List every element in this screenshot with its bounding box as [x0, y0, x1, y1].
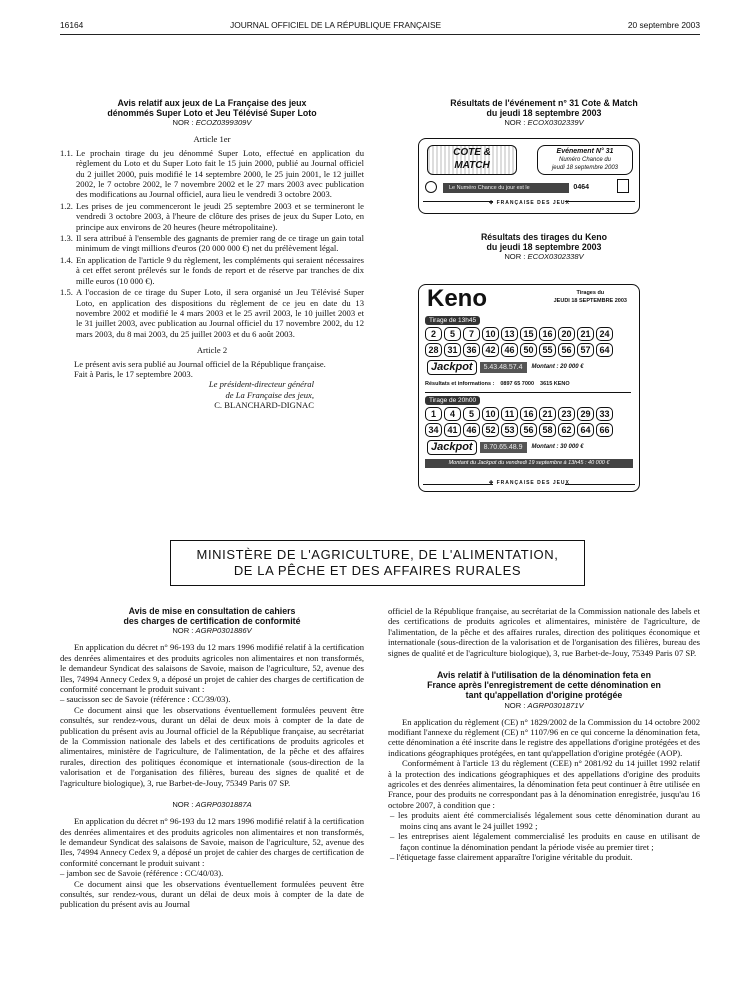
keno-nor: NOR : ECOX0302338V: [504, 252, 584, 262]
loto-fait: Fait à Paris, le 17 septembre 2003.: [74, 368, 193, 379]
keno-ball: 5: [444, 327, 461, 341]
loto-sig-name: C. BLANCHARD-DIGNAC: [214, 400, 314, 411]
minitel-icon: [617, 179, 629, 193]
feta-title-line2: France après l'enregistrement de cette dénomination en: [427, 680, 661, 691]
loto-title-line2: dénommés Super Loto et Jeu Télévisé Super Loto: [107, 108, 317, 119]
keno-ball: 16: [539, 327, 556, 341]
cahiers-p3: En application du décret n° 96-193 du 12 mars 1996 modifié relatif à la certification des denrées alimentaires et des produits agricoles non alimentaires et non transformés, le demandeur Syndicat des salaisons de Savoie, maison de l'agriculture, 52, avenue des Iles, 74994 Annecy Cedex 9, a déposé un projet de cahier des charges de certification de conformité concernant le produit suivant :: [60, 816, 364, 868]
keno-logo: Keno: [427, 285, 487, 312]
cote-title-line2: du jeudi 18 septembre 2003: [486, 108, 602, 119]
cahiers-p2: Ce document ainsi que les observations éventuellement formulées peuvent être consultés, sur rendez-vous, durant un délai de deux mois à compter de la date de publication du présent avis au Journal officiel de la République française, au secrétariat de la Commission nationale des labels et des certifications de produits agricoles et alimentaires, ministère de l'agriculture, de l'alimentation, de la pêche et des affaires rurales, direction des politiques économique et internationale (sous-direction de la valorisation et de l'organisation des filières, bureau des signes de qualité et de l'agriculture biologique), 3, rue Barbet-de-Jouy, 75349 Paris 07 SP.: [60, 704, 364, 788]
loto-sig-line1: Le président-directeur général: [208, 379, 314, 390]
keno-ball: 57: [577, 343, 594, 357]
cahiers-nor: NOR : AGRP0301886V: [172, 626, 252, 636]
cahiers-p4-continued: officiel de la République française, au secrétariat de la Commission nationale des labels et des certifications de produits agricoles et alimentaires, ministère de l'agriculture, de l'alimentation, de la pêche et des affaires rurales, direction des politiques économique et internationale (sous-direction de la valorisation et de l'organisation des filières, bureau des signes de qualité et de l'agriculture biologique), 3, rue Barbet-de-Jouy, 75349 Paris 07 SP.: [388, 606, 700, 658]
keno-ball: 64: [596, 343, 613, 357]
keno-ball: 56: [558, 343, 575, 357]
cote-nor: NOR : ECOX0302339V: [504, 118, 584, 128]
keno-ball: 46: [501, 343, 518, 357]
keno-ball: 36: [463, 343, 480, 357]
keno-ball: 15: [520, 327, 537, 341]
cote-match-logo: COTE & MATCH: [427, 145, 517, 175]
cote-event-box: Evénement N° 31 Numéro Chance du jeudi 18 septembre 2003: [537, 145, 633, 175]
keno-ball: 24: [596, 327, 613, 341]
keno-ball: 21: [577, 327, 594, 341]
avis-super-loto: [60, 98, 364, 411]
cote-title-line1: Résultats de l'événement n° 31 Cote & Match: [450, 98, 638, 108]
loto-title-line1: Avis relatif aux jeux de La Française des jeux: [117, 98, 307, 108]
cahiers-nor2: NOR : AGRP0301887A: [172, 800, 252, 810]
keno-ball: 58: [539, 423, 556, 437]
keno-fdj-logo: ✤ FRANÇAISE DES JEUX: [489, 479, 570, 486]
loto-article2: Article 2: [196, 345, 228, 356]
cote-match-section: [388, 98, 700, 134]
keno-ball: 23: [558, 407, 575, 421]
keno-ball: 42: [482, 343, 499, 357]
keno-ball: 33: [596, 407, 613, 421]
keno-title-line1: Résultats des tirages du Keno: [480, 232, 608, 242]
cahiers-p4: Ce document ainsi que les observations éventuellement formulées peuvent être consultés, sur rendez-vous, durant un délai de deux mois à compter de la date de publication du présent avis au Journal: [60, 878, 364, 910]
keno-ball: 56: [520, 423, 537, 437]
draw2-row2: [425, 423, 639, 437]
feta-condition: – les produits aient été commercialisés légalement sous cette dénomination durant au moins cinq ans avant le 24 juillet 1992 ;: [390, 810, 700, 831]
keno-ball: 31: [444, 343, 461, 357]
keno-ball: 13: [501, 327, 518, 341]
draw1-row1: [425, 327, 639, 341]
feta-title-line1: Avis relatif à l'utilisation de la dénomination feta en: [437, 670, 651, 681]
keno-ball: 16: [520, 407, 537, 421]
right-bottom-column: [388, 606, 700, 862]
journal-title: JOURNAL OFFICIEL DE LA RÉPUBLIQUE FRANÇAISE: [230, 20, 442, 30]
feta-condition: – les entreprises aient légalement commercialisé les produits en cause en utilisant de façon continue la dénomination pendant la période visée au premier tiret ;: [390, 831, 700, 852]
keno-ball: 66: [596, 423, 613, 437]
cahiers-title-line2: des charges de certification de conformité: [123, 616, 301, 627]
draw1-jackpot: Jackpot 5.43.48.57.4 Montant : 20 000 €: [427, 360, 639, 375]
keno-info: Résultats et informations : 0897 65 7000 3615 KENO: [425, 381, 631, 393]
draw1-row2: [425, 343, 639, 357]
keno-ball: 21: [539, 407, 556, 421]
keno-ball: 64: [577, 423, 594, 437]
feta-nor: NOR : AGRP0301871V: [504, 700, 584, 710]
loto-item: 1.1. Le prochain tirage du jeu dénommé Super Loto, effectué en application du règlement du Loto et du Super Loto fait le 15 juin 2000, publié au Journal officiel du 2 juillet 2000, puis modifié le 14 septembre 2000, le 25 juin 2001, le 12 juillet 2002, le 7 octobre 2002, le 7 novembre 2002 et le 27 mars 2003 avec publication des modifications au Journal officiel, aura lieu le vendredi 3 octobre 2003.: [60, 147, 364, 200]
keno-ball: 11: [501, 407, 518, 421]
feta-title-line3: tant qu'appellation d'origine protégée: [465, 690, 623, 701]
keno-ball: 50: [520, 343, 537, 357]
feta-p2: Conformément à l'article 13 du règlement (CEE) n° 2081/92 du 14 juillet 1992 relatif à la protection des indications géographiques et des appellations d'origine des produits agricoles et des denrées alimentaires, la dénomination feta peut continuer à être utilisée en France, pour des produits ne correspondant pas à la dénomination enregistrée, jusqu'au 16 octobre 2007, à condition que :: [388, 758, 700, 810]
avis-cahiers: [60, 606, 364, 910]
keno-title-line2: du jeudi 18 septembre 2003: [486, 242, 602, 253]
keno-ball: 29: [577, 407, 594, 421]
cahiers-p1-item: – saucisson sec de Savoie (référence : CC/39/03).: [60, 694, 231, 705]
fdj-logo: ✤ FRANÇAISE DES JEUX: [489, 200, 570, 206]
draw2-label: Tirage de 20h00: [425, 396, 480, 405]
draw2-jackpot: Jackpot 8.70.65.48.9 Montant : 30 000 €: [427, 440, 639, 455]
keno-ball: 41: [444, 423, 461, 437]
keno-ball: 5: [463, 407, 480, 421]
header-rule: [60, 34, 700, 35]
loto-nor: NOR : ECOZ0399309V: [172, 118, 252, 128]
keno-ball: 2: [425, 327, 442, 341]
keno-ball: 62: [558, 423, 575, 437]
feta-conditions: [388, 810, 700, 862]
keno-ball: 10: [482, 327, 499, 341]
cote-match-ticket: [418, 138, 640, 214]
keno-ticket: [418, 284, 640, 492]
page-header: [60, 20, 700, 34]
keno-tirages-date: Tirages du JEUDI 18 SEPTEMBRE 2003: [553, 290, 627, 304]
keno-ball: 46: [463, 423, 480, 437]
loto-sig-line2: de La Française des jeux,: [225, 389, 314, 400]
keno-ball: 34: [425, 423, 442, 437]
loto-item: 1.2. Les prises de jeu commenceront le jeudi 25 septembre 2003 et se termineront le vendredi 3 octobre 2003, à l'heure de clôture des prises de jeux du Super Loto, en principe aux environs de 20 heures (heure métropolitaine).: [60, 200, 364, 232]
keno-ball: 28: [425, 343, 442, 357]
page-number: 16164: [60, 20, 84, 30]
loto-item: 1.3. Il sera attribué à l'ensemble des gagnants de premier rang de ce tirage un gain total minimum de vingt millions d'euros (20 000 000 €) net du prélèvement légal.: [60, 233, 364, 254]
loto-item: 1.5. A l'occasion de ce tirage du Super Loto, il sera organisé un Jeu Télévisé Super Loto, en application des dispositions du règlement de ce jeu en date du 13 novembre 2002 et modifié le 4 mars 2003 et le 25 avril 2003, le 10 juillet 2003 et le 31 juillet 2003, avec publication au Journal officiel du 17 novembre 2002, du 12 mars 2003, du 8 mai 2003, du 25 juillet 2003 et du 6 août 2003.: [60, 287, 364, 339]
cahiers-title-line1: Avis de mise en consultation de cahiers: [128, 606, 296, 616]
feta-p1: En application du règlement (CE) n° 1829/2002 de la Commission du 14 octobre 2002 modifiant l'annexe du règlement (CE) n° 1107/96 en ce qui concerne la dénomination feta, cette dénomination a été inscrite dans le registre des appellations d'origine protégées et des indications géographiques protégées, en tant qu'appellation d'origine protégée (AOP).: [388, 716, 701, 758]
issue-date: 20 septembre 2003: [627, 20, 700, 30]
cahiers-p3-item: – jambon sec de Savoie (référence : CC/40/03).: [60, 868, 224, 879]
loto-art2-text: Le présent avis sera publié au Journal officiel de la République française.: [74, 358, 326, 369]
ministry-heading: MINISTÈRE DE L'AGRICULTURE, DE L'ALIMENTATION, DE LA PÊCHE ET DES AFFAIRES RURALES: [170, 540, 585, 586]
keno-ball: 10: [482, 407, 499, 421]
loto-article1: Article 1er: [193, 134, 231, 145]
loto-items: [60, 148, 364, 339]
keno-ball: 53: [501, 423, 518, 437]
keno-jackpot-strip: Montant du Jackpot du vendredi 19 septembre à 13h45 : 40 000 €: [425, 459, 633, 468]
keno-ball: 1: [425, 407, 442, 421]
loto-item: 1.4. En application de l'article 9 du règlement, les compléments qui seraient nécessaires à cet effet seront prélevés sur le fonds de report et de réserve par tranches de dix mille euros (10 000 €).: [60, 254, 364, 286]
keno-ball: 20: [558, 327, 575, 341]
keno-ball: 7: [463, 327, 480, 341]
keno-ball: 4: [444, 407, 461, 421]
chance-strip: Le Numéro Chance du jour est le 0464: [443, 183, 593, 193]
draw2-row1: [425, 407, 639, 421]
feta-condition: – l'étiquetage fasse clairement apparaître l'origine véritable du produit.: [390, 851, 633, 862]
phone-icon: [425, 181, 437, 193]
cahiers-p1: En application du décret n° 96-193 du 12 mars 1996 modifié relatif à la certification des denrées alimentaires et des produits agricoles non alimentaires et non transformés, le demandeur Syndicat des salaisons de Savoie, maison de l'agriculture, 52, avenue des Iles, 74994 Annecy Cedex 9, a déposé un projet de cahier des charges de certification de conformité concernant le produit suivant :: [60, 642, 364, 695]
keno-section: [388, 232, 700, 268]
keno-ball: 55: [539, 343, 556, 357]
draw1-label: Tirage de 13h45: [425, 316, 480, 325]
keno-ball: 52: [482, 423, 499, 437]
